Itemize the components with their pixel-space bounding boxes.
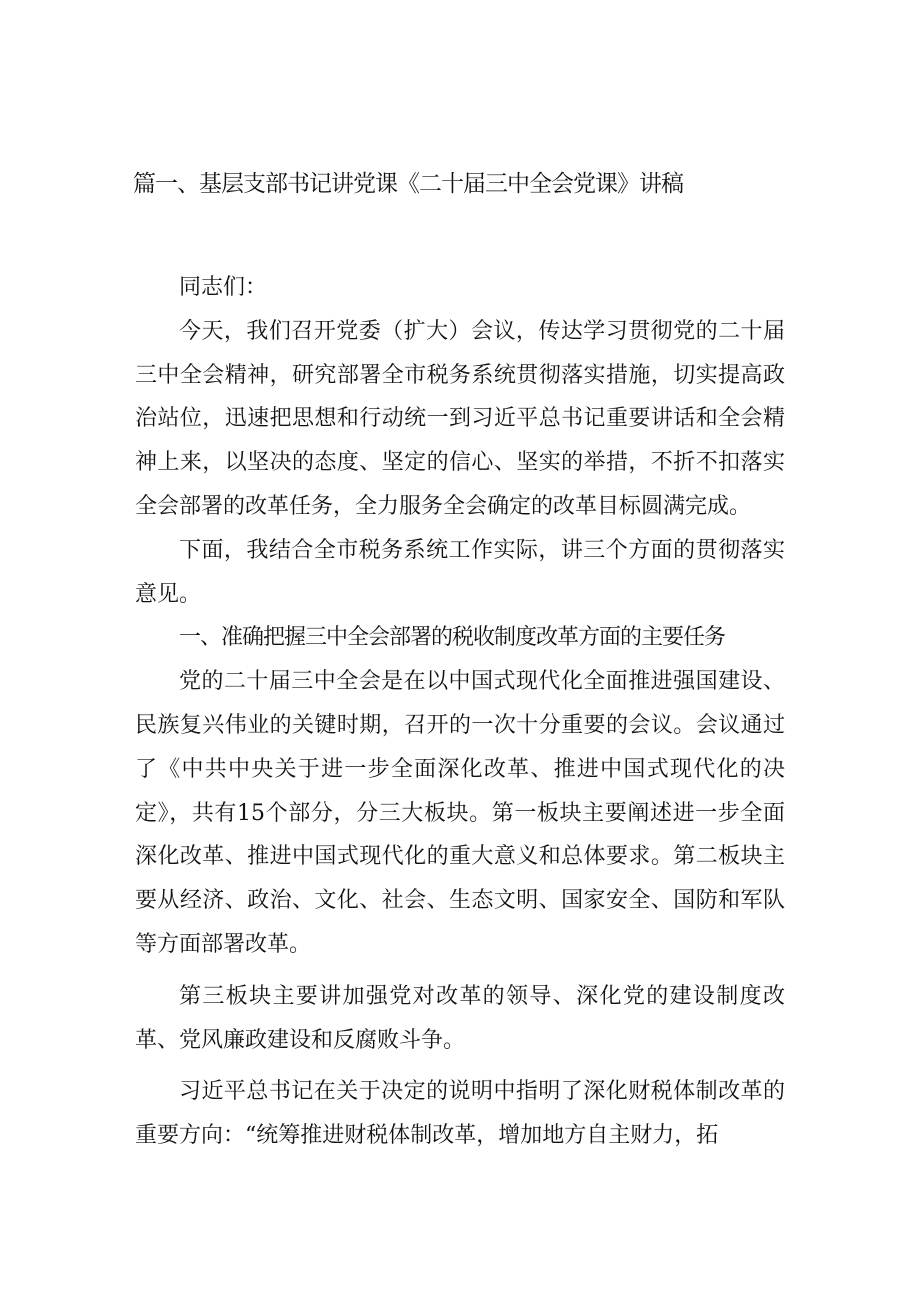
document-body xyxy=(135,266,785,1158)
paragraph-plenum: 党的二十届三中全会是在以中国式现代化全面推进强国建设、民族复兴伟业的关键时期，召开的一次十分重要的会议。会议通过了《中共中央关于进一步全面深化改革、推进中国式现代化的决定》，共有15个部分，分三大板块。第一板块主要阐述进一步全面深化改革、推进中国式现代化的重大意义和总体要求。第二板块主要从经济、政治、文化、社会、生态文明、国家安全、国防和军队等方面部署改革。 xyxy=(135,669,785,957)
paragraph-intro: 今天，我们召开党委（扩大）会议，传达学习贯彻党的二十届三中全会精神，研究部署全市税务系统贯彻落实措施，切实提高政治站位，迅速把思想和行动统一到习近平总书记重要讲话和全会精神上来，以坚决的态度、坚定的信心、坚实的举措，不折不扣落实全会部署的改革任务，全力服务全会确定的改革目标圆满完成。 xyxy=(135,318,785,519)
salutation: 同志们： xyxy=(179,275,268,300)
paragraph-outline: 下面，我结合全市税务系统工作实际，讲三个方面的贯彻落实意见。 xyxy=(135,537,785,607)
paragraph-third-block: 第三板块主要讲加强党对改革的领导、深化党的建设制度改革、党风廉政建设和反腐败斗争。 xyxy=(135,983,785,1053)
document-title: 篇一、基层支部书记讲党课《二十届三中全会党课》讲稿 xyxy=(133,171,683,197)
paragraph-fiscal-reform: 习近平总书记在关于决定的说明中指明了深化财税体制改革的重要方向：“统筹推进财税体制改革，增加地方自主财力，拓 xyxy=(135,1079,785,1149)
section-heading-1: 一、准确把握三中全会部署的税收制度改革方面的主要任务 xyxy=(179,625,726,651)
